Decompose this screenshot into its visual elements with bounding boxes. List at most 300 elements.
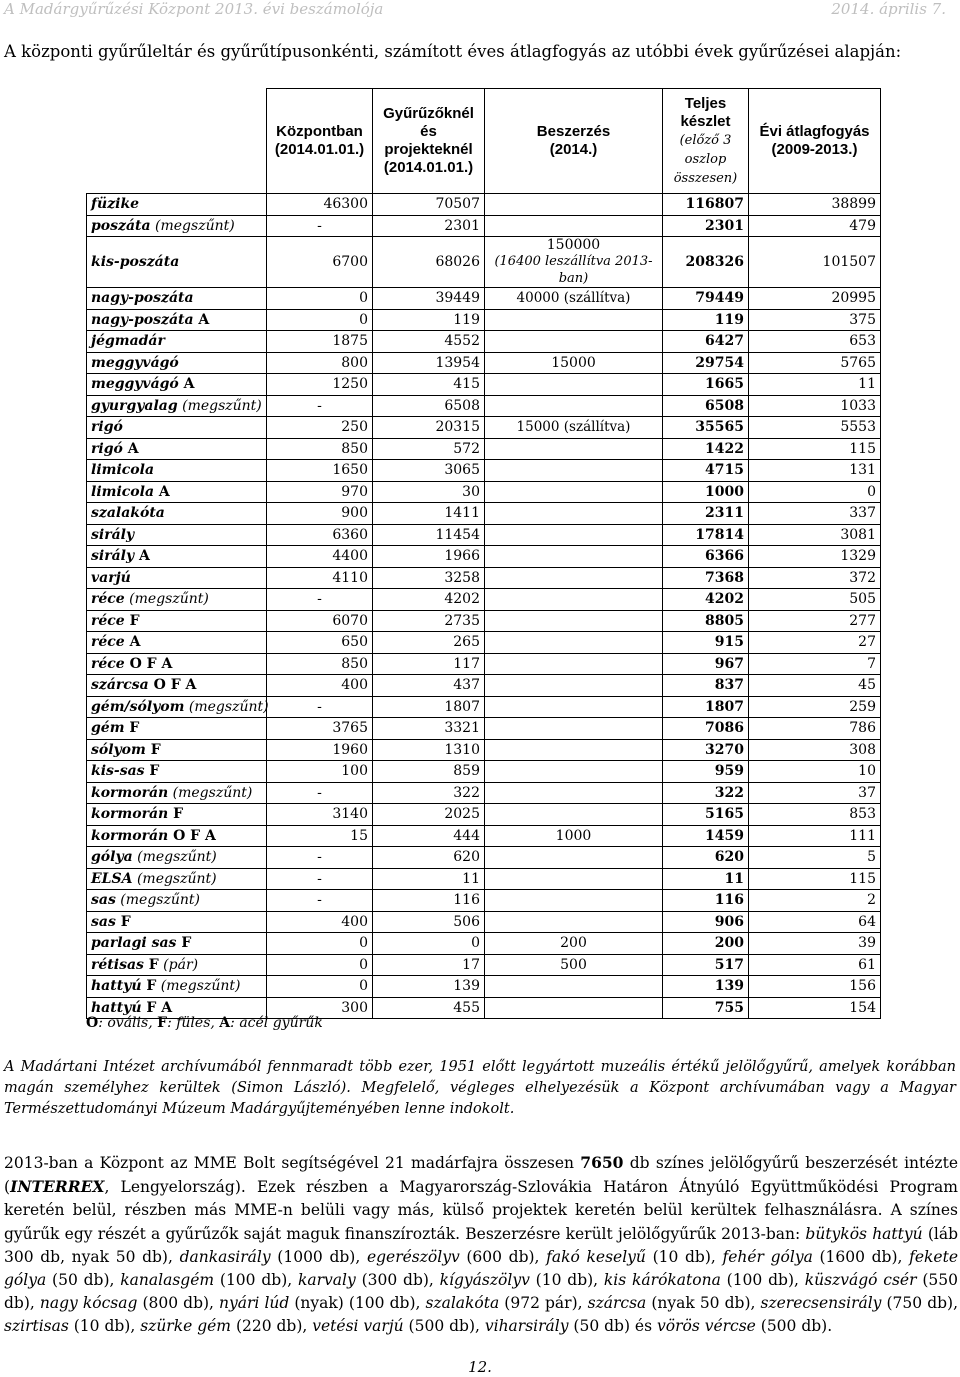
species-cell: kormorán F xyxy=(87,804,267,826)
table-row xyxy=(87,976,881,998)
purchase-cell xyxy=(485,589,663,611)
central-stock-cell: 15 xyxy=(267,825,373,847)
table-row xyxy=(87,395,881,417)
total-stock-cell: 200 xyxy=(663,933,749,955)
ringers-stock-cell: 415 xyxy=(373,374,485,396)
ringers-stock-cell: 11454 xyxy=(373,524,485,546)
species-name: kígyászölyv xyxy=(439,1271,530,1290)
central-stock-cell: 100 xyxy=(267,761,373,783)
annual-average-cell: 111 xyxy=(749,825,881,847)
annual-average-cell: 259 xyxy=(749,696,881,718)
ringers-stock-cell: 322 xyxy=(373,782,485,804)
total-stock-cell: 139 xyxy=(663,976,749,998)
total-stock-cell: 8805 xyxy=(663,610,749,632)
species-cell: réce O F A xyxy=(87,653,267,675)
table-row xyxy=(87,847,881,869)
header-total: Teljes készlet (előző 3 oszlop összesen) xyxy=(663,89,749,194)
ring-inventory-table xyxy=(86,88,881,1019)
annual-average-cell: 786 xyxy=(749,718,881,740)
table-row xyxy=(87,417,881,439)
species-cell: hattyú F A xyxy=(87,997,267,1019)
annual-average-cell: 10 xyxy=(749,761,881,783)
annual-average-cell: 115 xyxy=(749,868,881,890)
annual-average-cell: 45 xyxy=(749,675,881,697)
purchase-cell xyxy=(485,997,663,1019)
purchase-cell xyxy=(485,309,663,331)
central-stock-cell: 850 xyxy=(267,438,373,460)
purchase-cell xyxy=(485,718,663,740)
ringers-stock-cell: 70507 xyxy=(373,194,485,216)
purchase-cell xyxy=(485,331,663,353)
central-stock-cell: 0 xyxy=(267,933,373,955)
table-row xyxy=(87,524,881,546)
central-stock-cell: 4110 xyxy=(267,567,373,589)
species-cell: limicola xyxy=(87,460,267,482)
purchase-cell xyxy=(485,503,663,525)
table-row xyxy=(87,890,881,912)
central-stock-cell: 850 xyxy=(267,653,373,675)
species-name: karvaly xyxy=(297,1271,356,1290)
ringers-stock-cell: 4202 xyxy=(373,589,485,611)
total-stock-cell: 1459 xyxy=(663,825,749,847)
purchase-cell xyxy=(485,215,663,237)
species-cell: szárcsa O F A xyxy=(87,675,267,697)
table-row xyxy=(87,782,881,804)
central-stock-cell: 1250 xyxy=(267,374,373,396)
total-stock-cell: 4202 xyxy=(663,589,749,611)
purchase-cell: 15000 (szállítva) xyxy=(485,417,663,439)
ringers-stock-cell: 6508 xyxy=(373,395,485,417)
species-cell: hattyú F (megszűnt) xyxy=(87,976,267,998)
purchase-cell xyxy=(485,890,663,912)
species-quantity: (nyak) (100 db), xyxy=(289,1294,426,1313)
total-stock-cell: 322 xyxy=(663,782,749,804)
table-row xyxy=(87,215,881,237)
species-cell: rigó A xyxy=(87,438,267,460)
ringers-stock-cell: 39449 xyxy=(373,288,485,310)
total-stock-cell: 6427 xyxy=(663,331,749,353)
species-name: fehér gólya xyxy=(722,1247,813,1266)
table-row xyxy=(87,653,881,675)
purchase-cell: 200 xyxy=(485,933,663,955)
species-quantity: (972 pár), xyxy=(499,1294,588,1313)
total-stock-cell: 29754 xyxy=(663,352,749,374)
table-row xyxy=(87,331,881,353)
central-stock-cell: 250 xyxy=(267,417,373,439)
species-cell: nagy-poszáta A xyxy=(87,309,267,331)
total-stock-cell: 6508 xyxy=(663,395,749,417)
purchase-cell xyxy=(485,804,663,826)
ringers-stock-cell: 3321 xyxy=(373,718,485,740)
total-stock-cell: 116 xyxy=(663,890,749,912)
total-stock-cell: 116807 xyxy=(663,194,749,216)
annual-average-cell: 5765 xyxy=(749,352,881,374)
species-cell: réce F xyxy=(87,610,267,632)
central-stock-cell: 6700 xyxy=(267,237,373,288)
annual-average-cell: 372 xyxy=(749,567,881,589)
species-cell: ELSA (megszűnt) xyxy=(87,868,267,890)
ringers-stock-cell: 265 xyxy=(373,632,485,654)
ringers-stock-cell: 444 xyxy=(373,825,485,847)
total-stock-cell: 837 xyxy=(663,675,749,697)
annual-average-cell: 11 xyxy=(749,374,881,396)
central-stock-cell: 3140 xyxy=(267,804,373,826)
total-stock-cell: 620 xyxy=(663,847,749,869)
ringers-stock-cell: 2301 xyxy=(373,215,485,237)
central-stock-cell: 46300 xyxy=(267,194,373,216)
purchase-cell xyxy=(485,374,663,396)
ringers-stock-cell: 1807 xyxy=(373,696,485,718)
annual-average-cell: 37 xyxy=(749,782,881,804)
species-quantity: (1600 db), xyxy=(812,1247,910,1266)
total-stock-cell: 79449 xyxy=(663,288,749,310)
table-row xyxy=(87,933,881,955)
annual-average-cell: 3081 xyxy=(749,524,881,546)
ringers-stock-cell: 68026 xyxy=(373,237,485,288)
purchase-cell: 500 xyxy=(485,954,663,976)
central-stock-cell: 900 xyxy=(267,503,373,525)
species-cell: réce A xyxy=(87,632,267,654)
annual-average-cell: 2 xyxy=(749,890,881,912)
ringers-stock-cell: 2025 xyxy=(373,804,485,826)
table-row xyxy=(87,309,881,331)
purchase-cell xyxy=(485,610,663,632)
table-header-row xyxy=(87,89,881,194)
central-stock-cell: 6360 xyxy=(267,524,373,546)
species-cell: poszáta (megszűnt) xyxy=(87,215,267,237)
total-stock-cell: 1000 xyxy=(663,481,749,503)
annual-average-cell: 853 xyxy=(749,804,881,826)
species-quantity: (300 db), xyxy=(355,1271,440,1290)
purchase-cell xyxy=(485,976,663,998)
table-row xyxy=(87,739,881,761)
species-cell: kis-sas F xyxy=(87,761,267,783)
species-quantity: (50 db), xyxy=(46,1271,121,1290)
species-name: viharsirály xyxy=(484,1317,569,1336)
table-row xyxy=(87,761,881,783)
total-stock-cell: 119 xyxy=(663,309,749,331)
table-row xyxy=(87,460,881,482)
annual-average-cell: 101507 xyxy=(749,237,881,288)
ringers-stock-cell: 117 xyxy=(373,653,485,675)
header-central: Központban (2014.01.01.) xyxy=(267,89,373,194)
species-cell: limicola A xyxy=(87,481,267,503)
species-quantity: (500 db), xyxy=(403,1317,485,1336)
species-cell: gém F xyxy=(87,718,267,740)
page-header xyxy=(0,0,960,22)
total-stock-cell: 35565 xyxy=(663,417,749,439)
table-row xyxy=(87,696,881,718)
species-cell: szalakóta xyxy=(87,503,267,525)
central-stock-cell: - xyxy=(267,696,373,718)
total-stock-cell: 11 xyxy=(663,868,749,890)
table-row xyxy=(87,352,881,374)
ringers-stock-cell: 455 xyxy=(373,997,485,1019)
intro-text: A központi gyűrűleltár és gyűrűtípusonkénti, számított éves átlagfogyás az utóbbi évek gyűrűzései alapján: xyxy=(4,42,902,61)
central-stock-cell: 0 xyxy=(267,954,373,976)
species-quantity: (500 db). xyxy=(755,1317,833,1336)
annual-average-cell: 505 xyxy=(749,589,881,611)
annual-average-cell: 1329 xyxy=(749,546,881,568)
total-stock-cell: 7368 xyxy=(663,567,749,589)
table-row xyxy=(87,632,881,654)
ringers-stock-cell: 20315 xyxy=(373,417,485,439)
annual-average-cell: 308 xyxy=(749,739,881,761)
species-quantity: (1000 db), xyxy=(270,1247,367,1266)
color-ring-paragraph: 2013-ban a Központ az MME Bolt segítségével 21 madárfajra összesen 7650 db színes jelölőgyűrű beszerzését intézte (INTERREX, Lengyelország). Ezek részben a Magyarország-Szlovákia Határon Átnyúló Együttműködési Program keretén belül, részben más MME-n belüli vagy más, külső projektek keretén belül kerültek felhasználásra. A színes gyűrűk egy részét a gyűrűzők saját maguk finanszírozták. Beszerzésre került jelölőgyűrűk 2013-ban: bütykös hattyú (láb 300 db, nyak 50 db), dankasirály (1000 db), egerészölyv (600 db), fakó keselyű (10 db), fehér gólya (1600 db), fekete gólya (50 db), kanalasgém (100 db), karvaly (300 db), kígyászölyv (10 db), kis kárókatona (100 db), küszvágó csér (550 db), nagy kócsag (800 db), nyári lúd (nyak) (100 db), szalakóta (972 pár), szárcsa (nyak 50 db), szerecsensirály (750 db), szirtisas (10 db), szürke gém (220 db), vetési varjú (500 db), viharsirály (50 db) és vörös vércse (500 db). xyxy=(4,1153,959,1336)
ringers-stock-cell: 0 xyxy=(373,933,485,955)
ringers-stock-cell: 17 xyxy=(373,954,485,976)
central-stock-cell: 400 xyxy=(267,675,373,697)
total-stock-cell: 208326 xyxy=(663,237,749,288)
species-quantity: (800 db), xyxy=(137,1294,220,1313)
species-name: fakó keselyű xyxy=(546,1247,646,1266)
table-row xyxy=(87,237,881,288)
species-name: szürke gém xyxy=(140,1317,232,1336)
table-row xyxy=(87,911,881,933)
header-date: 2014. április 7. xyxy=(831,0,946,18)
page-number: 12. xyxy=(468,1358,492,1376)
purchase-cell xyxy=(485,194,663,216)
table-row xyxy=(87,288,881,310)
total-stock-cell: 6366 xyxy=(663,546,749,568)
species-cell: gyurgyalag (megszűnt) xyxy=(87,395,267,417)
species-cell: meggyvágó xyxy=(87,352,267,374)
species-quantity: (nyak 50 db), xyxy=(646,1294,761,1313)
central-stock-cell: - xyxy=(267,890,373,912)
annual-average-cell: 277 xyxy=(749,610,881,632)
purchase-cell xyxy=(485,395,663,417)
ringers-stock-cell: 1411 xyxy=(373,503,485,525)
central-stock-cell: - xyxy=(267,395,373,417)
purchase-cell: 15000 xyxy=(485,352,663,374)
annual-average-cell: 1033 xyxy=(749,395,881,417)
table-row xyxy=(87,481,881,503)
purchase-cell xyxy=(485,546,663,568)
total-stock-cell: 755 xyxy=(663,997,749,1019)
annual-average-cell: 39 xyxy=(749,933,881,955)
species-name: küszvágó csér xyxy=(804,1271,917,1290)
purchase-cell: 150000 (16400 leszállítva 2013-ban) xyxy=(485,237,663,288)
species-cell: sirály xyxy=(87,524,267,546)
purchase-cell xyxy=(485,782,663,804)
annual-average-cell: 375 xyxy=(749,309,881,331)
table-row xyxy=(87,567,881,589)
purchase-cell xyxy=(485,761,663,783)
purchase-cell xyxy=(485,460,663,482)
purchase-cell xyxy=(485,653,663,675)
species-cell: réce (megszűnt) xyxy=(87,589,267,611)
annual-average-cell: 653 xyxy=(749,331,881,353)
table-row xyxy=(87,610,881,632)
species-cell: jégmadár xyxy=(87,331,267,353)
species-cell: kormorán O F A xyxy=(87,825,267,847)
central-stock-cell: 650 xyxy=(267,632,373,654)
total-stock-cell: 5165 xyxy=(663,804,749,826)
central-stock-cell: 6070 xyxy=(267,610,373,632)
header-purchase: Beszerzés (2014.) xyxy=(485,89,663,194)
purchase-cell xyxy=(485,911,663,933)
species-name: kanalasgém xyxy=(120,1271,215,1290)
annual-average-cell: 5553 xyxy=(749,417,881,439)
total-stock-cell: 1807 xyxy=(663,696,749,718)
annual-average-cell: 20995 xyxy=(749,288,881,310)
ringers-stock-cell: 1310 xyxy=(373,739,485,761)
total-stock-cell: 915 xyxy=(663,632,749,654)
header-blank-cell xyxy=(87,89,267,194)
central-stock-cell: 4400 xyxy=(267,546,373,568)
total-stock-cell: 959 xyxy=(663,761,749,783)
species-name: szirtisas xyxy=(4,1317,69,1336)
annual-average-cell: 154 xyxy=(749,997,881,1019)
annual-average-cell: 38899 xyxy=(749,194,881,216)
ringers-stock-cell: 437 xyxy=(373,675,485,697)
table-row xyxy=(87,546,881,568)
table-row xyxy=(87,825,881,847)
central-stock-cell: - xyxy=(267,782,373,804)
header-ringers: Gyűrűzőknél és projekteknél (2014.01.01.) xyxy=(373,89,485,194)
species-cell: füzike xyxy=(87,194,267,216)
species-quantity: (100 db), xyxy=(214,1271,298,1290)
central-stock-cell: 0 xyxy=(267,288,373,310)
header-annual-average: Évi átlagfogyás (2009-2013.) xyxy=(749,89,881,194)
species-name: bütykös hattyú xyxy=(805,1224,923,1243)
species-quantity: (10 db), xyxy=(529,1271,604,1290)
purchase-cell xyxy=(485,524,663,546)
species-cell: parlagi sas F xyxy=(87,933,267,955)
purchase-cell xyxy=(485,696,663,718)
total-stock-cell: 2311 xyxy=(663,503,749,525)
ringers-stock-cell: 4552 xyxy=(373,331,485,353)
table-row xyxy=(87,675,881,697)
species-cell: gém/sólyom (megszűnt) xyxy=(87,696,267,718)
ringers-stock-cell: 1966 xyxy=(373,546,485,568)
table-row xyxy=(87,954,881,976)
purchase-cell xyxy=(485,739,663,761)
total-stock-cell: 967 xyxy=(663,653,749,675)
total-stock-cell: 1422 xyxy=(663,438,749,460)
species-cell: sas F xyxy=(87,911,267,933)
table-row xyxy=(87,503,881,525)
ringers-stock-cell: 2735 xyxy=(373,610,485,632)
central-stock-cell: 970 xyxy=(267,481,373,503)
species-cell: kis-poszáta xyxy=(87,237,267,288)
species-name: szalakóta xyxy=(425,1294,500,1313)
species-cell: sólyom F xyxy=(87,739,267,761)
ringers-stock-cell: 859 xyxy=(373,761,485,783)
total-stock-cell: 7086 xyxy=(663,718,749,740)
table-row xyxy=(87,374,881,396)
ringers-stock-cell: 11 xyxy=(373,868,485,890)
species-name: kis kárókatona xyxy=(603,1271,721,1290)
purchase-cell xyxy=(485,481,663,503)
central-stock-cell: 3765 xyxy=(267,718,373,740)
species-cell: rétisas F (pár) xyxy=(87,954,267,976)
species-name: vörös vércse xyxy=(656,1317,756,1336)
table-row xyxy=(87,868,881,890)
purchase-cell xyxy=(485,675,663,697)
central-stock-cell: 0 xyxy=(267,309,373,331)
annual-average-cell: 7 xyxy=(749,653,881,675)
total-stock-cell: 517 xyxy=(663,954,749,976)
ringers-stock-cell: 119 xyxy=(373,309,485,331)
species-quantity: (10 db), xyxy=(645,1247,723,1266)
table-row xyxy=(87,194,881,216)
purchase-cell: 40000 (szállítva) xyxy=(485,288,663,310)
central-stock-cell: 1650 xyxy=(267,460,373,482)
total-stock-cell: 1665 xyxy=(663,374,749,396)
ringers-stock-cell: 3065 xyxy=(373,460,485,482)
annual-average-cell: 115 xyxy=(749,438,881,460)
table-row xyxy=(87,589,881,611)
species-cell: varjú xyxy=(87,567,267,589)
total-stock-cell: 17814 xyxy=(663,524,749,546)
annual-average-cell: 64 xyxy=(749,911,881,933)
ringers-stock-cell: 30 xyxy=(373,481,485,503)
species-quantity: (600 db), xyxy=(459,1247,547,1266)
ringers-stock-cell: 116 xyxy=(373,890,485,912)
central-stock-cell: 1960 xyxy=(267,739,373,761)
total-stock-cell: 906 xyxy=(663,911,749,933)
purchase-cell xyxy=(485,847,663,869)
ringers-stock-cell: 13954 xyxy=(373,352,485,374)
central-stock-cell: 300 xyxy=(267,997,373,1019)
central-stock-cell: - xyxy=(267,215,373,237)
table-row xyxy=(87,718,881,740)
annual-average-cell: 131 xyxy=(749,460,881,482)
table-legend: O: ovális, F: füles, A: acél gyűrűk xyxy=(86,1015,323,1031)
species-name: vetési varjú xyxy=(312,1317,404,1336)
species-name: szárcsa xyxy=(587,1294,647,1313)
species-cell: rigó xyxy=(87,417,267,439)
ringers-stock-cell: 139 xyxy=(373,976,485,998)
central-stock-cell: - xyxy=(267,868,373,890)
central-stock-cell: - xyxy=(267,847,373,869)
species-name: fekete gólya xyxy=(4,1247,959,1290)
ringers-stock-cell: 620 xyxy=(373,847,485,869)
archive-paragraph: A Madártani Intézet archívumából fennmaradt több ezer, 1951 előtt legyártott muzeális értékű jelölőgyűrű, amelyek korábban magán személyhez kerültek (Simon László). Megfelelő, végleges elhelyezésük a Központ archívumában vagy a Magyar Természettudományi Múzeum Madárgyűjteményében lenne indokolt. xyxy=(4,1059,956,1117)
central-stock-cell: - xyxy=(267,589,373,611)
ringers-stock-cell: 3258 xyxy=(373,567,485,589)
purchase-cell: 1000 xyxy=(485,825,663,847)
purchase-cell xyxy=(485,438,663,460)
species-name: nyári lúd xyxy=(219,1294,290,1313)
species-name: egerészölyv xyxy=(366,1247,460,1266)
purchase-cell xyxy=(485,868,663,890)
annual-average-cell: 61 xyxy=(749,954,881,976)
total-stock-cell: 3270 xyxy=(663,739,749,761)
annual-average-cell: 479 xyxy=(749,215,881,237)
species-quantity: (50 db) és xyxy=(568,1317,657,1336)
header-title: A Madárgyűrűzési Központ 2013. évi beszámolója xyxy=(4,0,384,18)
purchase-cell xyxy=(485,632,663,654)
table-row xyxy=(87,438,881,460)
species-quantity: (100 db), xyxy=(720,1271,805,1290)
annual-average-cell: 5 xyxy=(749,847,881,869)
central-stock-cell: 1875 xyxy=(267,331,373,353)
central-stock-cell: 400 xyxy=(267,911,373,933)
species-cell: kormorán (megszűnt) xyxy=(87,782,267,804)
species-name: dankasirály xyxy=(179,1247,271,1266)
central-stock-cell: 800 xyxy=(267,352,373,374)
annual-average-cell: 156 xyxy=(749,976,881,998)
species-quantity: (220 db), xyxy=(231,1317,313,1336)
species-cell: sas (megszűnt) xyxy=(87,890,267,912)
central-stock-cell: 0 xyxy=(267,976,373,998)
species-cell: gólya (megszűnt) xyxy=(87,847,267,869)
purchase-cell xyxy=(485,567,663,589)
annual-average-cell: 0 xyxy=(749,481,881,503)
